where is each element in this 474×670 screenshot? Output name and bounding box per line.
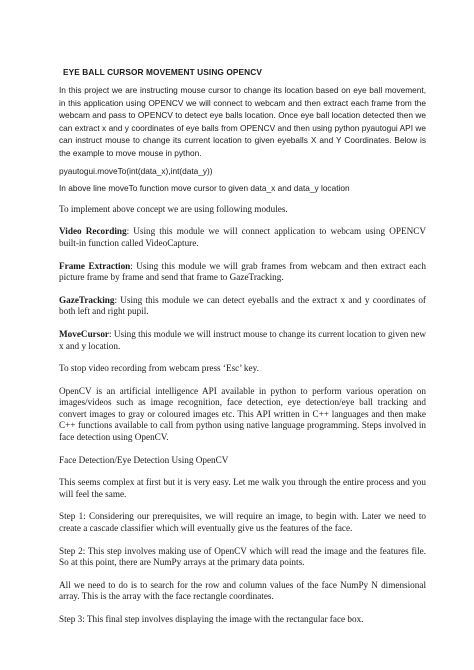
stop-note: To stop video recording from webcam press ‘Esc’ key. bbox=[59, 363, 259, 374]
complex-note: This seems complex at first but it is very easy. Let me walk you through the entire process and you will feel the same. bbox=[59, 477, 426, 499]
step-2: Step 2: This step involves making use of OpenCV which will read the image and the features file. So at this point, there are NumPy arrays at the primary data points. bbox=[59, 545, 426, 568]
document-title: EYE BALL CURSOR MOVEMENT USING OPENCV bbox=[63, 67, 263, 77]
module-name: Frame Extraction bbox=[59, 260, 131, 271]
module-name: GazeTracking bbox=[59, 294, 115, 305]
module-name: MoveCursor bbox=[59, 328, 110, 339]
module-description: : Using this module we can detect eyeballs and the extract x and y coordinates of both left and right pupil. bbox=[59, 294, 426, 317]
module-description: : Using this module we will grab frames from webcam and then extract each picture frame by frame and send that frame to GazeTracking. bbox=[59, 260, 426, 283]
module-frame-extraction bbox=[59, 261, 426, 284]
step-1: Step 1: Considering our prerequisites, we will require an image, to begin with. Later we need to create a cascade classifier which will eventually give us the features of the face. bbox=[59, 511, 426, 534]
module-description: : Using this module we will connect application to webcam using OPENCV built-in function called VideoCapture. bbox=[59, 226, 426, 248]
search-note: All we need to do is to search for the row and column values of the face NumPy N dimensional array. This is the array with the face rectangle coordinates. bbox=[59, 579, 426, 602]
code-explanation: In above line moveTo function move cursor to given data_x and data_y location bbox=[59, 183, 350, 194]
intro-paragraph: In this project we are instructing mouse cursor to change its location based on eye ball movement, in this application using OPENCV we will connect to webcam and then extract each frame from the webcam and pass to OPENCV to detect eye balls location. Once eye ball location detected then we can extract x and y coordinates of eye balls from OPENCV and then using python pyautogui API we can instruct mouse to change its current location to given eyeballs X and Y Coordinates. Below is the example to move mouse in python. bbox=[59, 85, 426, 158]
step-3: Step 3: This final step involves displaying the image with the rectangular face box. bbox=[59, 614, 364, 624]
opencv-description: OpenCV is an artificial intelligence API available in python to perform various operation on images/videos such as image recognition, face detection, eye detection/eye ball tracking and convert images to gray or coloured images etc. This API written in C++ languages and then make C++ functions available to call from python using native language programming. Steps involved in face detection using OpenCV. bbox=[59, 385, 426, 443]
modules-intro: To implement above concept we are using following modules. bbox=[59, 203, 288, 214]
module-name: Video Recording bbox=[59, 226, 127, 237]
module-gaze-tracking bbox=[59, 295, 426, 318]
module-video-recording bbox=[59, 226, 426, 249]
document-content bbox=[59, 66, 426, 626]
module-move-cursor bbox=[59, 329, 426, 352]
face-detection-heading: Face Detection/Eye Detection Using OpenCV bbox=[59, 454, 229, 465]
code-line: pyautogui.moveTo(int(data_x),int(data_y)) bbox=[59, 165, 213, 176]
module-description: : Using this module we will instruct mouse to change its current location to given new x and y location. bbox=[59, 328, 426, 351]
